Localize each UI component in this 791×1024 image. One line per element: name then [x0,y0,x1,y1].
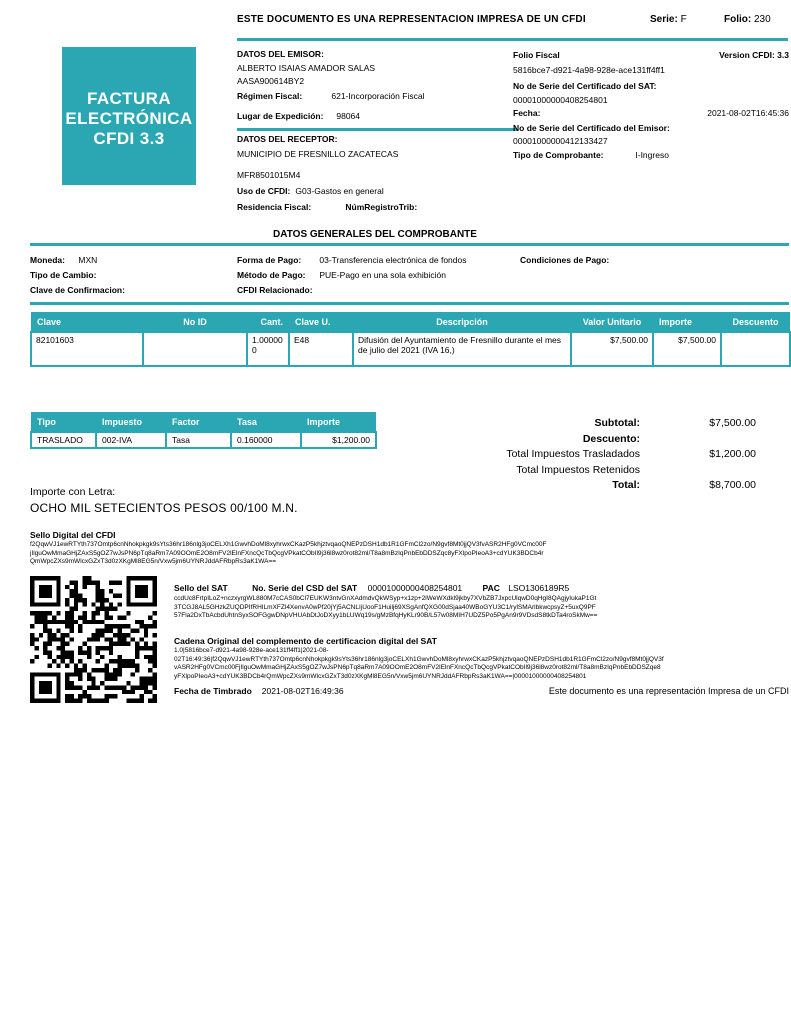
folio-fiscal-uuid: 5816bce7-d921-4a98-928e-ace131ff4ff1 [513,65,665,75]
col-tipo: Tipo [31,412,96,432]
serie-certificado-sat-value: 00001000000408254801 [513,95,608,105]
importe-letra-label: Importe con Letra: [30,486,116,498]
item-descuento [721,332,790,366]
item-valor-unitario: $7,500.00 [571,332,653,366]
folio-fiscal-label: Folio Fiscal [513,50,560,60]
col-importe-imp: Importe [301,412,376,432]
forma-pago-field [237,255,466,265]
document-title: ESTE DOCUMENTO ES UNA REPRESENTACION IMPRESA DE UN CFDI [237,14,586,25]
total-value: $8,700.00 [709,479,756,491]
folio-label: Folio: [724,14,752,25]
receptor-rfc: MFR8501015M4 [237,170,301,180]
forma-pago-label: Forma de Pago: [237,255,302,265]
item-descripcion: Difusión del Ayuntamiento de Fresnillo durante el mes de julio del 2021 (IVA 16,) [353,332,571,366]
condiciones-pago-label: Condiciones de Pago: [520,255,610,265]
logo-line1: FACTURA [86,89,171,108]
uso-cfdi-label: Uso de CFDI: [237,186,291,196]
impuestos-header-row [31,412,376,432]
descuento-value [640,432,756,448]
lugar-expedicion-label: Lugar de Expedición: [237,111,324,121]
sello-cfdi-section [30,530,789,567]
item-clave-u: E48 [289,332,353,366]
impuesto-row [31,432,376,448]
serie-certificado-emisor-label: No de Serie del Certificado del Emisor: [513,123,670,133]
factura-electronica-logo [62,47,196,185]
regimen-label: Régimen Fiscal: [237,91,303,101]
total-label: Total: [612,479,640,491]
emisor-section [237,49,509,122]
uso-cfdi-value: G03-Gastos en general [295,186,384,196]
sello-sat-section [174,583,789,621]
sello-cfdi-value: f2QqwVJ1ewRTYth737Omtp6cnNhokpkgk9sYts36hr186nlg3joCELXh1GwvhDoMl8xyhrwxCKazP5khjztvqaoQNEPzDSH1db1R1GFmCl2zo/N9gvf8Mt0jjQV3fvASR2HFg0VCmc00F jIlguOwMmaGHjZAxS5gOZ7wJsPN6pTq8aRm7A09OOmE2O8mFV2lElnFXncQcTbQcgVPkatCObIl9j36l8wz0rot82ml/T8a8mBzIqPnbEbDDSZqc8yFXlpoPIeoA3+cdYUK3BDCb4r QmWpcZXs9mWlcxGZxT3d0zXKgMl8EG5n/Vxw5jm6UYNRJddAFRbpRs3aK1WA== [30,541,547,566]
serie-value: F [680,14,687,25]
tipo-cambio-label: Tipo de Cambio: [30,270,97,280]
subtotal-label: Subtotal: [594,417,640,429]
receptor-heading: DATOS DEL RECEPTOR: [237,134,338,144]
fecha-value: 2021-08-02T16:45:36 [707,108,789,118]
clave-confirmacion-label: Clave de Confirmacion: [30,285,125,295]
col-clave: Clave [31,312,143,332]
divider-generales-bottom [30,302,789,305]
forma-pago-value: 03-Transferencia electrónica de fondos [319,255,467,265]
retenidos-label: Total Impuestos Retenidos [516,463,640,476]
fecha-timbrado-label: Fecha de Timbrado [174,686,252,696]
cadena-heading: Cadena Original del complemento de certificacion digital del SAT [174,636,437,646]
metodo-pago-label: Método de Pago: [237,270,306,280]
col-cant: Cant. [247,312,289,332]
sello-cfdi-heading: Sello Digital del CFDI [30,530,116,540]
timbrado-row [174,686,789,696]
impuestos-table [30,412,375,449]
item-no-id [143,332,247,366]
impuesto-tipo: TRASLADO [31,432,96,448]
serie-field [650,14,687,25]
col-factor: Factor [166,412,231,432]
representacion-nota: Este documento es una representación Impresa de un CFDI [548,686,789,696]
item-row [31,332,790,366]
moneda-field [30,255,97,265]
residencia-fiscal-label: Residencia Fiscal: [237,202,312,212]
emisor-nombre: ALBERTO ISAIAS AMADOR SALAS [237,63,376,73]
fecha-timbrado-value: 2021-08-02T16:49:36 [261,686,344,696]
generales-heading: DATOS GENERALES DEL COMPROBANTE [273,229,477,240]
item-clave: 82101603 [31,332,143,366]
items-header-row [31,312,790,332]
col-importe: Importe [653,312,721,332]
fecha-label: Fecha: [513,108,541,118]
pac-label: PAC [482,583,500,593]
col-impuesto: Impuesto [96,412,166,432]
regimen-value: 621-Incorporación Fiscal [331,91,425,101]
col-no-id: No ID [143,312,247,332]
serie-certificado-sat-label: No de Serie del Certificado del SAT: [513,81,657,91]
cadena-value: 1.0|5816bce7-d921-4a98-928e-ace131ff4ff1|2021-08- 02T16:49:36|f2QqwVJ1ewRTYth737Omtp6cnNhokpkgk9sYts36hr186nlg3joCELXh1GwvhDoMl8xyhrwxCKazP5khjztvqaoQNEPzDSH1db1R1GFmCl2zo/N9gvf8Mt0jjQV3f vASR2HFg0VCmc00FjIlguOwMmaGHjZAxS5gOZ7wJsPN6pTq8aRm7A09OOmE2O8mFV2lElnFXncQcTbQcgVPkatCObIl9j36l8wz0rot82ml/T8a8mBzIqPnbEbDDSZqe8 yFXlpoPIeoA3+cdYUK3BDCb4rQmWpcZXs9mWlcxGZxT3d0zXKgMl8EG5n/Vxw5jm6UYNRJddAFRbpRs3aK1WA==|00001000000408254801 [174,647,664,680]
metodo-pago-field [237,270,446,280]
qr-code [30,576,157,703]
num-registro-trib-label: NúmRegistroTrib: [345,202,418,212]
csd-sat-label: No. Serie del CSD del SAT [252,583,358,593]
importe-letra-texto: OCHO MIL SETECIENTOS PESOS 00/100 M.N. [30,501,298,515]
impuesto-importe: $1,200.00 [301,432,376,448]
trasladados-label: Total Impuestos Trasladados [506,448,640,460]
cadena-original-section [174,636,789,681]
item-cant: 1.000000 [247,332,289,366]
tipo-comprobante-value: I-Ingreso [635,150,669,160]
folio-field [724,14,771,25]
divider-top [237,38,788,41]
receptor-section [237,134,509,213]
col-valor-unitario: Valor Unitario [571,312,653,332]
logo-line2: ELECTRÓNICA [65,109,193,128]
totales-section [400,416,756,494]
folio-value: 230 [754,14,771,25]
descuento-label: Descuento: [582,432,640,445]
retenidos-value [640,463,756,479]
col-tasa: Tasa [231,412,301,432]
col-descripcion: Descripción [353,312,571,332]
receptor-nombre: MUNICIPIO DE FRESNILLO ZACATECAS [237,149,399,159]
version-cfdi-label: Version CFDI: 3.3 [719,50,789,60]
divider-emisor [237,128,517,131]
lugar-expedicion-value: 98064 [336,111,361,121]
sello-sat-heading: Sello del SAT [174,583,228,593]
emisor-rfc: AASA900614BY2 [237,76,305,86]
moneda-label: Moneda: [30,255,65,265]
item-importe: $7,500.00 [653,332,721,366]
impuesto-impuesto: 002-IVA [96,432,166,448]
trasladados-value: $1,200.00 [709,448,756,460]
col-descuento: Descuento [721,312,790,332]
emisor-heading: DATOS DEL EMISOR: [237,49,324,59]
items-table [30,312,789,367]
tipo-comprobante-label: Tipo de Comprobante: [513,150,604,160]
serie-certificado-emisor-value: 00001000000412133427 [513,136,608,146]
impuesto-tasa: 0.160000 [231,432,301,448]
serie-label: Serie: [650,14,678,25]
pac-value: LSO1306189R5 [508,583,570,593]
fiscal-section [513,50,789,161]
subtotal-value: $7,500.00 [709,417,756,429]
col-clave-u: Clave U. [289,312,353,332]
logo-line3: CFDI 3.3 [93,129,165,148]
csd-sat-value: 00001000000408254801 [367,583,463,593]
sello-sat-value: ccdUc8FrtpILoZ+nczxyrgWL880M7cCAS0bCl7EUKW3ntvGnXAdmdvQkWSyp+x1zp+2lWeWXdkl9jkby7XVbZB7JxpcUlqwD0qHgI8QAgjyIukaP1Gt 3TCGJ8AL5GHzkZUQDPIfRHILmXFZl4XenvA0wPf20jYj5ACNLIjUooF1Huilj69XSgAnfQXG00dSjaa40WBoGYU3C1/rylSMArlbkwcpsyZ+5uxQ9PF 57Fla2DxTbAcbdUhtnSyxSOFGgwDNpVHUAbDtJoDXyy1bLUWq19s/gMzBfqHyKLr90B/L57w08MIH7UDZ5Po5PgAn9r9VDsdS8tkDTa4roSkMw== [174,595,598,620]
moneda-value: MXN [78,255,98,265]
metodo-pago-value: PUE-Pago en una sola exhibición [319,270,447,280]
impuesto-factor: Tasa [166,432,231,448]
divider-generales-top [30,243,789,246]
cfdi-relacionado-label: CFDI Relacionado: [237,285,313,295]
